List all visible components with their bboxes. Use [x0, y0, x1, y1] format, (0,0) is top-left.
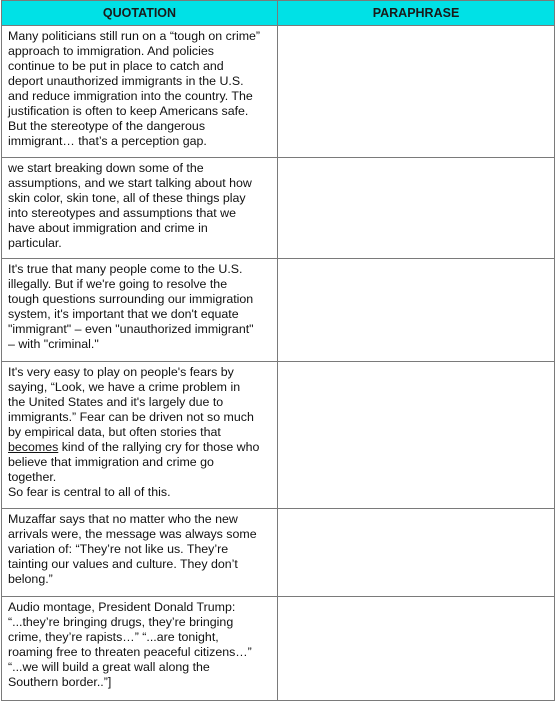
paraphrase-cell[interactable]: [278, 259, 555, 362]
underlined-word: becomes: [8, 440, 59, 454]
quotation-header: QUOTATION: [2, 1, 278, 26]
table-row: [2, 259, 555, 362]
quotation-cell: [2, 362, 278, 509]
paraphrase-cell[interactable]: [278, 597, 555, 701]
quotation-paraphrase-table: [1, 0, 555, 701]
paraphrase-cell[interactable]: [278, 362, 555, 509]
paraphrase-cell[interactable]: [278, 158, 555, 259]
quotation-text: kind of the rallying cry for those who believe that immigration and crime go together. So fear is central to all of this.: [8, 440, 260, 499]
table-row: [2, 26, 555, 158]
quotation-cell: we start breaking down some of the assumptions, and we start talking about how skin color, skin tone, all of these things play into stereotypes and assumptions that we have about immigration and crime in particular.: [2, 158, 278, 259]
quotation-cell: Many politicians still run on a “tough on crime” approach to immigration. And policies continue to be put in place to catch and deport unauthorized immigrants in the U.S. and reduce immigration into the country. The justification is often to keep Americans safe. But the stereotype of the dangerous immigrant… that’s a perception gap.: [2, 26, 278, 158]
quotation-text: It's very easy to play on people's fears by saying, “Look, we have a crime problem in the United States and it's largely due to immigrants.” Fear can be driven not so much by empirical data, but often stories that: [8, 365, 254, 439]
table-row: [2, 597, 555, 701]
table-header-row: [2, 1, 555, 26]
quotation-cell: It's true that many people come to the U.S. illegally. But if we're going to resolve the tough questions surrounding our immigration system, it's important that we don't equate "immigrant" – even "unauthorized immigrant" – with "criminal.": [2, 259, 278, 362]
quotation-cell: Muzaffar says that no matter who the new arrivals were, the message was always some variation of: “They’re not like us. They’re tainting our values and culture. They don’t belong.”: [2, 509, 278, 597]
paraphrase-cell[interactable]: [278, 26, 555, 158]
quotation-cell: Audio montage, President Donald Trump: “...they’re bringing drugs, they’re bringing crime, they’re rapists…” “...are tonight, roaming free to threaten peaceful citizens…” “...we will build a great wall along the Southern border..”]: [2, 597, 278, 701]
paraphrase-header: PARAPHRASE: [278, 1, 555, 26]
table-row: [2, 158, 555, 259]
table-row: [2, 362, 555, 509]
table-row: [2, 509, 555, 597]
paraphrase-cell[interactable]: [278, 509, 555, 597]
